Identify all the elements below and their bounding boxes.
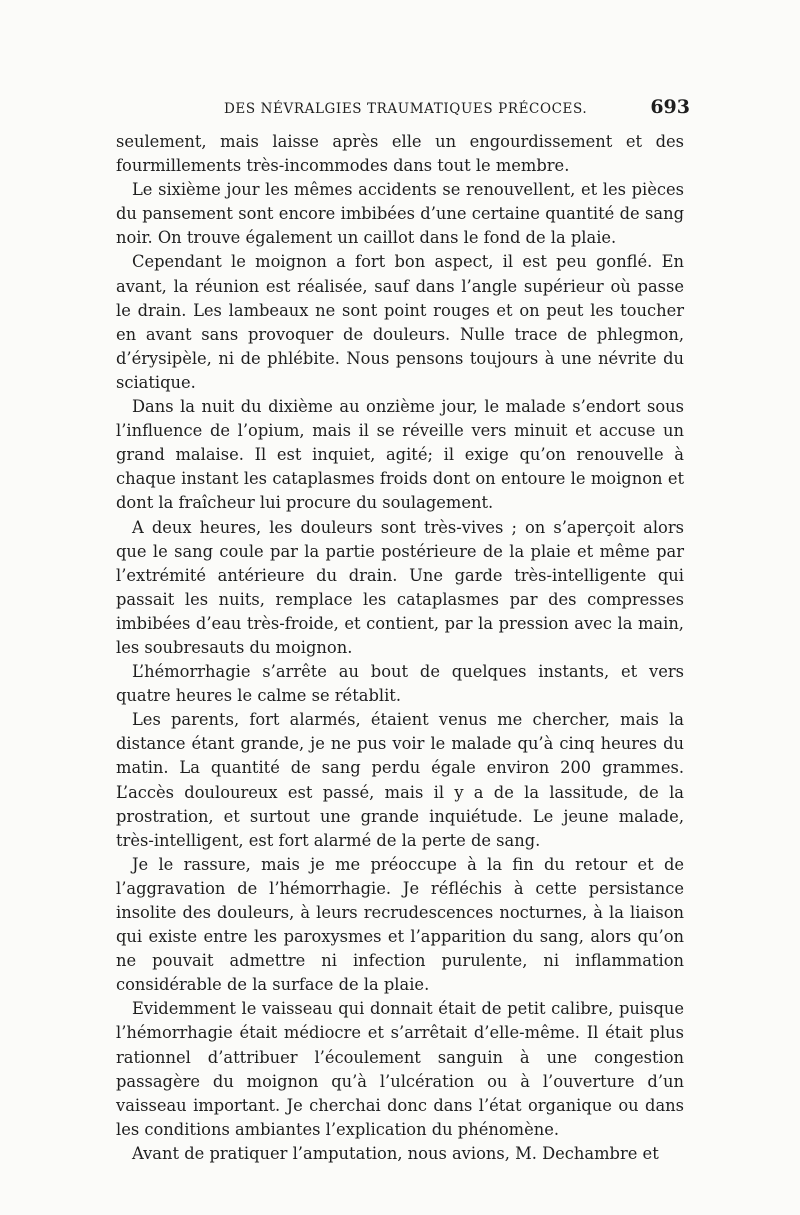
paragraph-5: A deux heures, les douleurs sont très-vives ; on s’aperçoit alors que le sang coule par la partie postérieure de la plaie et même par l’extrémité antérieure du drain. Une garde très-intelligente qui passait les nuits, remplace les cataplasmes par des compresses imbibées d’eau très-froide, et contient, par la pression avec la main, les soubresauts du moignon. bbox=[116, 517, 684, 657]
page-number: 693 bbox=[650, 96, 690, 118]
paragraph-3: Cependant le moignon a fort bon aspect, il est peu gonflé. En avant, la réunion est réalisée, sauf dans l’angle supérieur où passe le drain. Les lambeaux ne sont point rouges et on peut les toucher en avant sans provoquer de douleurs. Nulle trace de phlegmon, d’érysipèle, ni de phlébite. Nous pensons toujours à une névrite du sciatique. bbox=[116, 252, 684, 392]
paragraph-10: Avant de pratiquer l’amputation, nous avions, M. Dechambre et bbox=[132, 1143, 659, 1163]
page-header bbox=[118, 96, 690, 124]
paragraph-6: L’hémorrhagie s’arrête au bout de quelques instants, et vers quatre heures le calme se rétablit. bbox=[116, 662, 684, 706]
body-text bbox=[116, 130, 684, 1166]
paragraph-4: Dans la nuit du dixième au onzième jour, le malade s’endort sous l’influence de l’opium, mais il se réveille vers minuit et accuse un grand malaise. Il est inquiet, agité; il exige qu’on renouvelle à chaque instant les cataplasmes froids dont on entoure le moignon et dont la fraîcheur lui procure du soulagement. bbox=[116, 397, 684, 513]
running-title: DES NÉVRALGIES TRAUMATIQUES PRÉCOCES. bbox=[224, 101, 588, 117]
paragraph-1: seulement, mais laisse après elle un engourdissement et des fourmillements très-incommodes dans tout le membre. bbox=[116, 132, 684, 176]
paragraph-9: Evidemment le vaisseau qui donnait était de petit calibre, puisque l’hémorrhagie était médiocre et s’arrêtait d’elle-même. Il était plus rationnel d’attribuer l’écoulement sanguin à une congestion passagère du moignon qu’à l’ulcération ou à l’ouverture d’un vaisseau important. Je cherchai donc dans l’état organique ou dans les conditions ambiantes l’explication du phénomène. bbox=[116, 999, 684, 1139]
paragraph-8: Je le rassure, mais je me préoccupe à la fin du retour et de l’aggravation de l’hémorrhagie. Je réfléchis à cette persistance insolite des douleurs, à leurs recrudescences nocturnes, à la liaison qui existe entre les paroxysmes et l’apparition du sang, alors qu’on ne pouvait admettre ni infection purulente, ni inflammation considérable de la surface de la plaie. bbox=[116, 854, 684, 995]
paragraph-7: Les parents, fort alarmés, étaient venus me chercher, mais la distance étant grande, je ne pus voir le malade qu’à cinq heures du matin. La quantité de sang perdu égale environ 200 grammes. L’accès douloureux est passé, mais il y a de la lassitude, de la prostration, et surtout une grande inquiétude. Le jeune malade, très-intelligent, est fort alarmé de la perte de sang. bbox=[116, 710, 684, 850]
paragraph-2: Le sixième jour les mêmes accidents se renouvellent, et les pièces du pansement sont encore imbibées d’une certaine quantité de sang noir. On trouve également un caillot dans le fond de la plaie. bbox=[116, 180, 684, 248]
